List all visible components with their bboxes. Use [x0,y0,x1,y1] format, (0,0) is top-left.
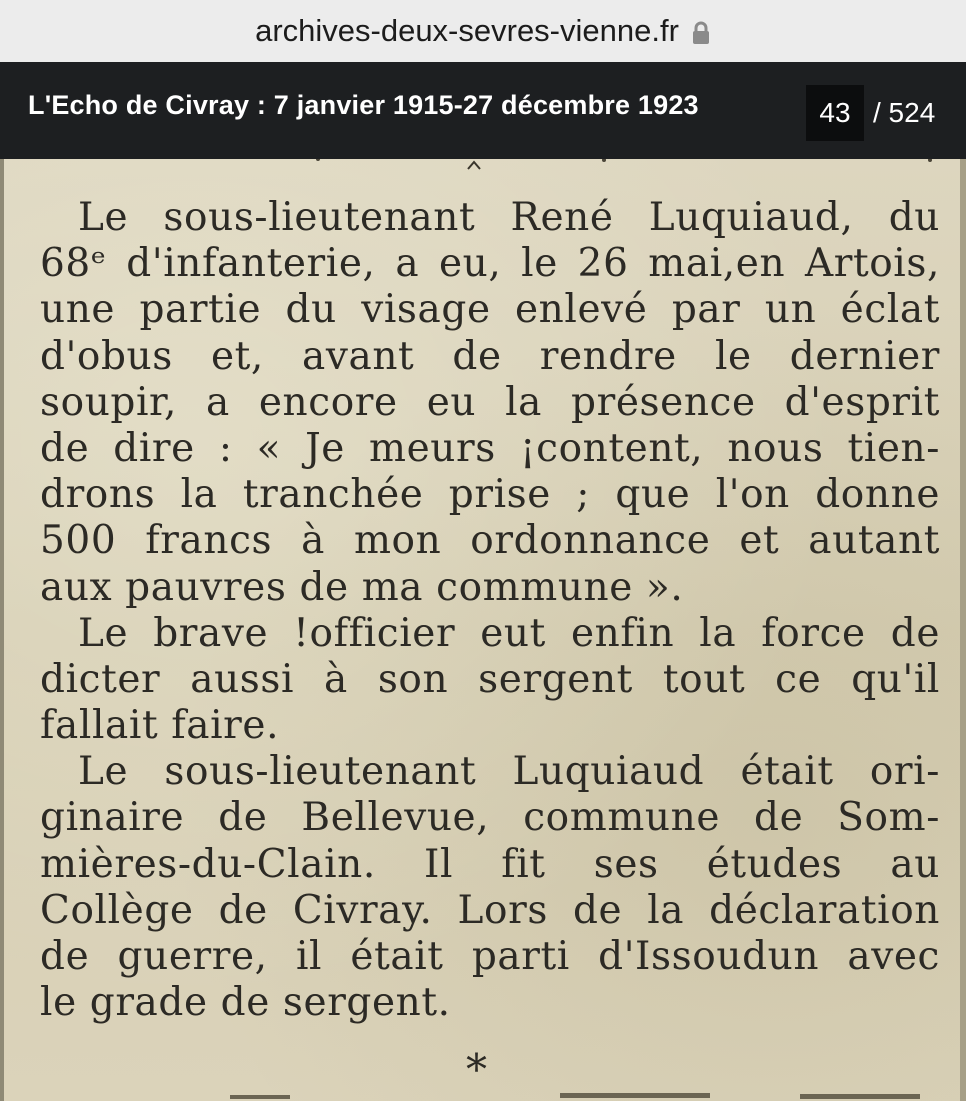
viewer-header [0,62,966,159]
article-line: 500 francs à mon ordonnance et autant [40,518,940,564]
article-line: ginaire de Bellevue, commune de Som- [40,795,940,841]
document-title: L'Echo de Civray : 7 janvier 1915-27 décembre 1923 [28,90,699,120]
article-line: Le sous-lieutenant René Luquiaud, du [78,195,940,240]
article-line: une partie du visage enlevé par un éclat [40,287,940,333]
url-text[interactable]: archives-deux-sevres-vienne.fr [255,13,679,48]
scan-edge [960,159,966,1101]
address-bar[interactable] [0,0,966,62]
article-line: de dire : « Je meurs ¡content, nous tien- [40,425,940,471]
newspaper-scan[interactable] [0,159,966,1101]
article-line: soupir, a encore eu la présence d'esprit [40,379,940,425]
article-line: drons la tranchée prise ; que l'on donne [40,472,940,518]
article-line: 68ᵉ d'infanterie, a eu, le 26 mai,en Artois, [40,241,940,287]
lock-icon [691,17,711,41]
article-line: Collège de Civray. Lors de la déclaration [40,887,940,933]
article-line: le grade de sergent. [40,980,451,1026]
scan-edge [0,159,4,1101]
page-total: / 524 [873,97,936,128]
article-line: d'obus et, avant de rendre le dernier [40,333,940,379]
article-line: fallait faire. [40,703,280,749]
article-line: mières-du-Clain. Il fit ses études au [40,841,940,887]
cropped-text-marks [0,159,966,171]
page-number-input[interactable] [806,85,864,141]
article-line: aux pauvres de ma commune ». [40,564,684,610]
article-text [40,195,940,1026]
section-separator: * [466,1045,487,1094]
article-line: de guerre, il était parti d'Issoudun avec [40,934,940,979]
article-line: dicter aussi à son sergent tout ce qu'il [40,656,940,702]
article-line: Le brave !officier eut enfin la force de [78,610,940,656]
cropped-text-marks [0,1091,966,1101]
article-line: Le sous-lieutenant Luquiaud était ori- [78,749,940,795]
